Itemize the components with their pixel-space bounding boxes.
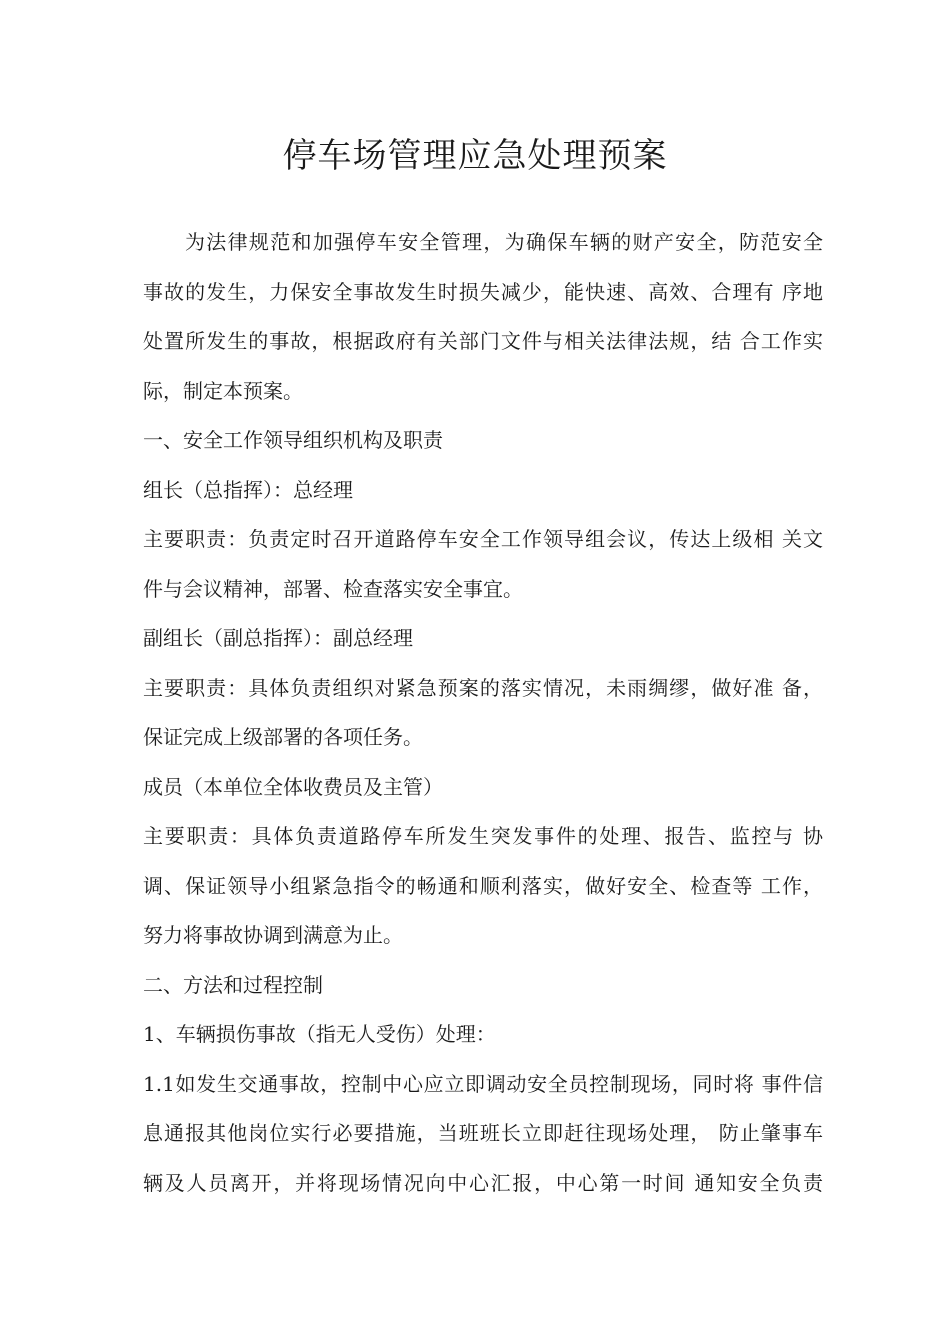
body-line: 保证完成上级部署的各项任务。: [143, 725, 423, 749]
body-line: 1.1如发生交通事故，控制中心应立即调动安全员控制现场，同时将 事件信: [143, 1071, 823, 1096]
body-line: 二、方法和过程控制: [143, 972, 323, 997]
body-line: 1、车辆损伤事故（指无人受伤）处理：: [143, 1022, 496, 1046]
document-title: 停车场管理应急处理预案: [282, 136, 668, 176]
body-line: 主要职责：负责定时召开道路停车安全工作领导组会议，传达上级相 关文: [143, 527, 823, 551]
body-line: 成员（本单位全体收费员及主管）: [143, 774, 443, 799]
body-line: 件与会议精神，部署、检查落实安全事宜。: [143, 576, 523, 601]
body-line: 副组长（副总指挥）：副总经理: [143, 626, 413, 650]
body-line: 主要职责：具体负责道路停车所发生突发事件的处理、报告、监控与 协: [143, 824, 823, 848]
body-line: 际，制定本预案。: [143, 378, 303, 403]
body-line: 一、安全工作领导组织机构及职责: [143, 428, 443, 452]
body-line: 息通报其他岗位实行必要措施，当班班长立即赶往现场处理， 防止肇事车: [143, 1121, 823, 1145]
body-line: 调、保证领导小组紧急指令的畅通和顺利落实，做好安全、检查等 工作，: [143, 873, 823, 898]
document-body: [143, 218, 823, 1208]
body-line: 努力将事故协调到满意为止。: [143, 923, 403, 947]
body-line: 为法律规范和加强停车安全管理，为确保车辆的财产安全，防范安全: [185, 230, 823, 254]
body-line: 处置所发生的事故，根据政府有关部门文件与相关法律法规，结 合工作实: [143, 329, 823, 353]
body-line: 辆及人员离开，并将现场情况向中心汇报，中心第一时间 通知安全负责: [143, 1170, 823, 1195]
body-line: 事故的发生，力保安全事故发生时损失减少，能快速、高效、合理有 序地: [143, 279, 823, 304]
body-line: 主要职责：具体负责组织对紧急预案的落实情况，未雨绸缪，做好准 备，: [143, 675, 823, 700]
body-line: 组长（总指挥）：总经理: [143, 477, 353, 502]
